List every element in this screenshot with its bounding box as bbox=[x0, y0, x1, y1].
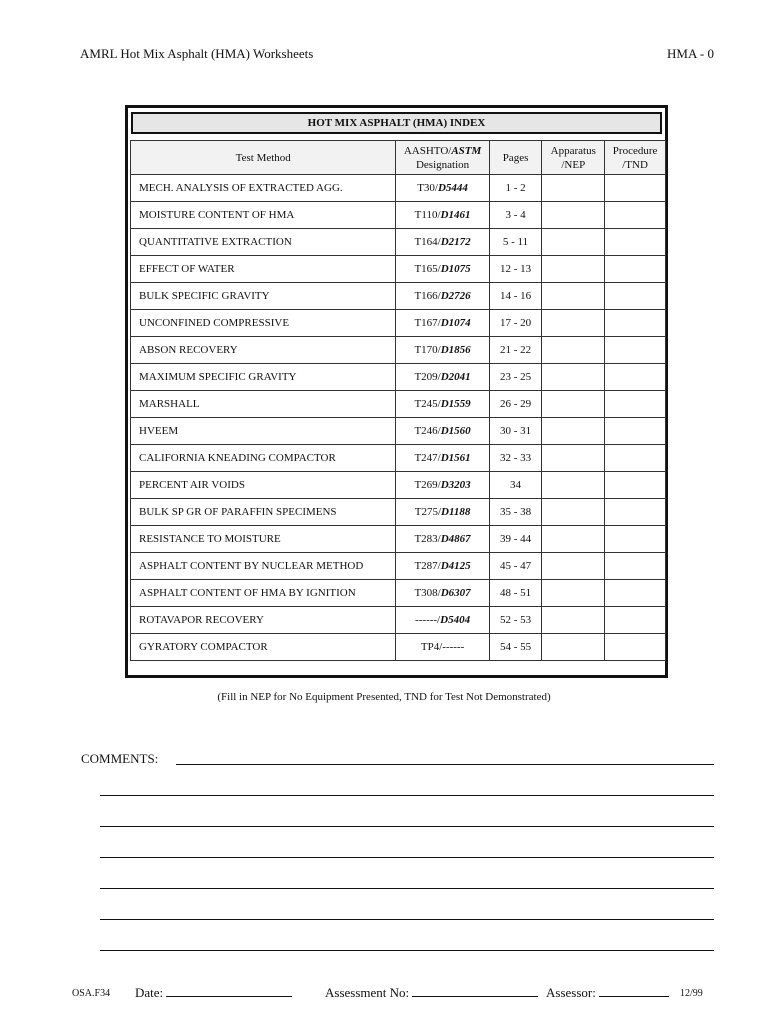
section-number: HMA - 0 bbox=[667, 46, 714, 61]
test-method-cell: EFFECT OF WATER bbox=[131, 256, 396, 283]
designation-cell bbox=[396, 553, 489, 580]
aashto-designation: T164/ bbox=[414, 236, 441, 248]
aashto-designation: T170/ bbox=[414, 344, 441, 356]
procedure-tnd-cell[interactable] bbox=[605, 445, 666, 472]
aashto-designation: T165/ bbox=[414, 263, 441, 275]
table-row bbox=[131, 283, 666, 310]
test-method-cell: RESISTANCE TO MOISTURE bbox=[131, 526, 396, 553]
pages-cell: 34 bbox=[489, 472, 542, 499]
table-row bbox=[131, 364, 666, 391]
test-method-cell: MOISTURE CONTENT OF HMA bbox=[131, 202, 396, 229]
apparatus-nep-cell[interactable] bbox=[542, 337, 605, 364]
test-method-cell: MECH. ANALYSIS OF EXTRACTED AGG. bbox=[131, 175, 396, 202]
index-grid bbox=[130, 140, 666, 661]
astm-designation: D2041 bbox=[440, 371, 471, 383]
pages-cell: 48 - 51 bbox=[489, 580, 542, 607]
table-row bbox=[131, 175, 666, 202]
table-row bbox=[131, 445, 666, 472]
table-row bbox=[131, 580, 666, 607]
test-method-cell: PERCENT AIR VOIDS bbox=[131, 472, 396, 499]
test-method-cell: ASPHALT CONTENT OF HMA BY IGNITION bbox=[131, 580, 396, 607]
astm-designation: D1559 bbox=[440, 398, 471, 410]
aashto-designation: ------/ bbox=[415, 614, 441, 626]
table-row bbox=[131, 499, 666, 526]
pages-cell: 26 - 29 bbox=[489, 391, 542, 418]
astm-designation: D1560 bbox=[440, 425, 471, 437]
designation-cell bbox=[396, 202, 489, 229]
header-designation-aashto: AASHTO/ bbox=[403, 144, 452, 157]
pages-cell: 39 - 44 bbox=[489, 526, 542, 553]
date-blank[interactable] bbox=[166, 985, 292, 997]
fill-in-note: (Fill in NEP for No Equipment Presented, TND for Test Not Demonstrated) bbox=[217, 691, 551, 703]
designation-cell bbox=[396, 391, 489, 418]
test-method-cell: ABSON RECOVERY bbox=[131, 337, 396, 364]
procedure-tnd-cell[interactable] bbox=[605, 175, 666, 202]
aashto-designation: T269/ bbox=[414, 479, 441, 491]
aashto-designation: T283/ bbox=[414, 533, 441, 545]
apparatus-nep-cell[interactable] bbox=[542, 310, 605, 337]
revision-date: 12/99 bbox=[680, 988, 703, 999]
table-row bbox=[131, 526, 666, 553]
astm-designation: D5444 bbox=[437, 182, 468, 194]
designation-cell bbox=[396, 310, 489, 337]
aashto-designation: T167/ bbox=[414, 317, 441, 329]
form-id: OSA.F34 bbox=[72, 988, 111, 999]
aashto-designation: T275/ bbox=[414, 506, 442, 518]
astm-designation: D3203 bbox=[440, 479, 471, 491]
aashto-designation: T166/ bbox=[414, 290, 441, 302]
header-designation-astm: ASTM bbox=[451, 144, 482, 157]
procedure-tnd-cell[interactable] bbox=[605, 418, 666, 445]
astm-designation: D1856 bbox=[440, 344, 471, 356]
astm-designation: D1188 bbox=[441, 506, 471, 518]
pages-cell: 52 - 53 bbox=[489, 607, 542, 634]
comments-line[interactable] bbox=[100, 857, 714, 858]
table-row bbox=[131, 472, 666, 499]
designation-cell bbox=[396, 175, 489, 202]
aashto-designation: T209/ bbox=[414, 371, 441, 383]
astm-designation: D2726 bbox=[440, 290, 471, 302]
comments-line[interactable] bbox=[100, 826, 714, 827]
aashto-designation: TP4/------ bbox=[420, 641, 465, 653]
aashto-designation: T308/ bbox=[414, 587, 441, 599]
pages-cell: 54 - 55 bbox=[489, 634, 542, 661]
header-test-method: Test Method bbox=[131, 141, 396, 175]
table-row bbox=[131, 310, 666, 337]
pages-cell: 32 - 33 bbox=[489, 445, 542, 472]
aashto-designation: T247/ bbox=[414, 452, 441, 464]
designation-cell bbox=[396, 607, 489, 634]
comments-label: COMMENTS: bbox=[81, 751, 159, 766]
astm-designation: D1075 bbox=[440, 263, 471, 275]
comments-line[interactable] bbox=[100, 888, 714, 889]
astm-designation: D4125 bbox=[440, 560, 471, 572]
apparatus-nep-cell[interactable] bbox=[542, 391, 605, 418]
astm-designation: D2172 bbox=[440, 236, 471, 248]
pages-cell: 14 - 16 bbox=[489, 283, 542, 310]
pages-cell: 1 - 2 bbox=[489, 175, 542, 202]
test-method-cell: MARSHALL bbox=[131, 391, 396, 418]
apparatus-nep-cell[interactable] bbox=[542, 553, 605, 580]
designation-cell bbox=[396, 229, 489, 256]
procedure-tnd-cell[interactable] bbox=[605, 580, 666, 607]
pages-cell: 17 - 20 bbox=[489, 310, 542, 337]
procedure-tnd-cell[interactable] bbox=[605, 472, 666, 499]
header-pages: Pages bbox=[489, 141, 542, 175]
test-method-cell: ASPHALT CONTENT BY NUCLEAR METHOD bbox=[131, 553, 396, 580]
procedure-tnd-cell[interactable] bbox=[605, 499, 666, 526]
procedure-tnd-cell[interactable] bbox=[605, 391, 666, 418]
table-row bbox=[131, 229, 666, 256]
pages-cell: 5 - 11 bbox=[489, 229, 542, 256]
aashto-designation: T287/ bbox=[414, 560, 441, 572]
apparatus-nep-cell[interactable] bbox=[542, 499, 605, 526]
procedure-tnd-cell[interactable] bbox=[605, 607, 666, 634]
table-row bbox=[131, 202, 666, 229]
pages-cell: 21 - 22 bbox=[489, 337, 542, 364]
apparatus-nep-cell[interactable] bbox=[542, 526, 605, 553]
header-apparatus-line2: /NEP bbox=[561, 158, 586, 171]
aashto-designation: T30/ bbox=[417, 182, 438, 194]
header-apparatus-line1: Apparatus bbox=[550, 144, 596, 157]
index-header-row bbox=[131, 141, 666, 175]
date-label: Date: bbox=[135, 985, 164, 1000]
assessor-field bbox=[546, 985, 669, 1001]
procedure-tnd-cell[interactable] bbox=[605, 553, 666, 580]
comments-line[interactable] bbox=[176, 764, 714, 765]
comments-line[interactable] bbox=[100, 919, 714, 920]
header-designation bbox=[396, 141, 489, 175]
aashto-designation: T110/ bbox=[414, 209, 441, 221]
procedure-tnd-cell[interactable] bbox=[605, 337, 666, 364]
procedure-tnd-cell[interactable] bbox=[605, 283, 666, 310]
assessment-blank[interactable] bbox=[412, 985, 538, 997]
procedure-tnd-cell[interactable] bbox=[605, 364, 666, 391]
test-method-cell: ROTAVAPOR RECOVERY bbox=[131, 607, 396, 634]
apparatus-nep-cell[interactable] bbox=[542, 364, 605, 391]
table-row bbox=[131, 391, 666, 418]
document-title: AMRL Hot Mix Asphalt (HMA) Worksheets bbox=[80, 46, 314, 61]
pages-cell: 12 - 13 bbox=[489, 256, 542, 283]
assessor-label: Assessor: bbox=[546, 985, 596, 1000]
designation-cell bbox=[396, 634, 489, 661]
hma-index-table bbox=[125, 105, 668, 678]
test-method-cell: BULK SPECIFIC GRAVITY bbox=[131, 283, 396, 310]
table-row bbox=[131, 256, 666, 283]
apparatus-nep-cell[interactable] bbox=[542, 418, 605, 445]
astm-designation: D1074 bbox=[440, 317, 471, 329]
header-designation-label: Designation bbox=[415, 158, 470, 171]
procedure-tnd-cell[interactable] bbox=[605, 256, 666, 283]
pages-cell: 3 - 4 bbox=[489, 202, 542, 229]
test-method-cell: HVEEM bbox=[131, 418, 396, 445]
procedure-tnd-cell[interactable] bbox=[605, 229, 666, 256]
apparatus-nep-cell[interactable] bbox=[542, 283, 605, 310]
test-method-cell: UNCONFINED COMPRESSIVE bbox=[131, 310, 396, 337]
pages-cell: 23 - 25 bbox=[489, 364, 542, 391]
table-row bbox=[131, 553, 666, 580]
test-method-cell: QUANTITATIVE EXTRACTION bbox=[131, 229, 396, 256]
designation-cell bbox=[396, 526, 489, 553]
test-method-cell: GYRATORY COMPACTOR bbox=[131, 634, 396, 661]
index-title: HOT MIX ASPHALT (HMA) INDEX bbox=[131, 112, 662, 134]
pages-cell: 35 - 38 bbox=[489, 499, 542, 526]
assessment-label: Assessment No: bbox=[325, 985, 410, 1000]
designation-cell bbox=[396, 499, 489, 526]
comments-line[interactable] bbox=[100, 950, 714, 951]
astm-designation: D1561 bbox=[440, 452, 471, 464]
header-apparatus bbox=[542, 141, 605, 175]
procedure-tnd-cell[interactable] bbox=[605, 310, 666, 337]
apparatus-nep-cell[interactable] bbox=[542, 472, 605, 499]
apparatus-nep-cell[interactable] bbox=[542, 580, 605, 607]
astm-designation: D5404 bbox=[440, 614, 471, 626]
procedure-tnd-cell[interactable] bbox=[605, 202, 666, 229]
assessor-blank[interactable] bbox=[599, 985, 669, 997]
header-procedure-line2: /TND bbox=[622, 158, 648, 171]
astm-designation: D1461 bbox=[440, 209, 471, 221]
header-procedure bbox=[605, 141, 666, 175]
apparatus-nep-cell[interactable] bbox=[542, 202, 605, 229]
table-row bbox=[131, 337, 666, 364]
procedure-tnd-cell[interactable] bbox=[605, 634, 666, 661]
designation-cell bbox=[396, 364, 489, 391]
designation-cell bbox=[396, 337, 489, 364]
designation-cell bbox=[396, 472, 489, 499]
comments-line[interactable] bbox=[100, 795, 714, 796]
apparatus-nep-cell[interactable] bbox=[542, 229, 605, 256]
aashto-designation: T246/ bbox=[414, 425, 441, 437]
test-method-cell: CALIFORNIA KNEADING COMPACTOR bbox=[131, 445, 396, 472]
aashto-designation: T245/ bbox=[414, 398, 441, 410]
index-body bbox=[131, 175, 666, 661]
header-procedure-line1: Procedure bbox=[612, 144, 658, 157]
designation-cell bbox=[396, 283, 489, 310]
apparatus-nep-cell[interactable] bbox=[542, 445, 605, 472]
designation-cell bbox=[396, 580, 489, 607]
astm-designation: D6307 bbox=[440, 587, 471, 599]
designation-cell bbox=[396, 256, 489, 283]
designation-cell bbox=[396, 445, 489, 472]
pages-cell: 45 - 47 bbox=[489, 553, 542, 580]
date-field bbox=[135, 985, 292, 1001]
apparatus-nep-cell[interactable] bbox=[542, 256, 605, 283]
pages-cell: 30 - 31 bbox=[489, 418, 542, 445]
test-method-cell: BULK SP GR OF PARAFFIN SPECIMENS bbox=[131, 499, 396, 526]
apparatus-nep-cell[interactable] bbox=[542, 634, 605, 661]
test-method-cell: MAXIMUM SPECIFIC GRAVITY bbox=[131, 364, 396, 391]
designation-cell bbox=[396, 418, 489, 445]
assessment-field bbox=[325, 985, 538, 1001]
apparatus-nep-cell[interactable] bbox=[542, 175, 605, 202]
table-row bbox=[131, 634, 666, 661]
table-row bbox=[131, 607, 666, 634]
apparatus-nep-cell[interactable] bbox=[542, 607, 605, 634]
table-row bbox=[131, 418, 666, 445]
procedure-tnd-cell[interactable] bbox=[605, 526, 666, 553]
astm-designation: D4867 bbox=[440, 533, 471, 545]
